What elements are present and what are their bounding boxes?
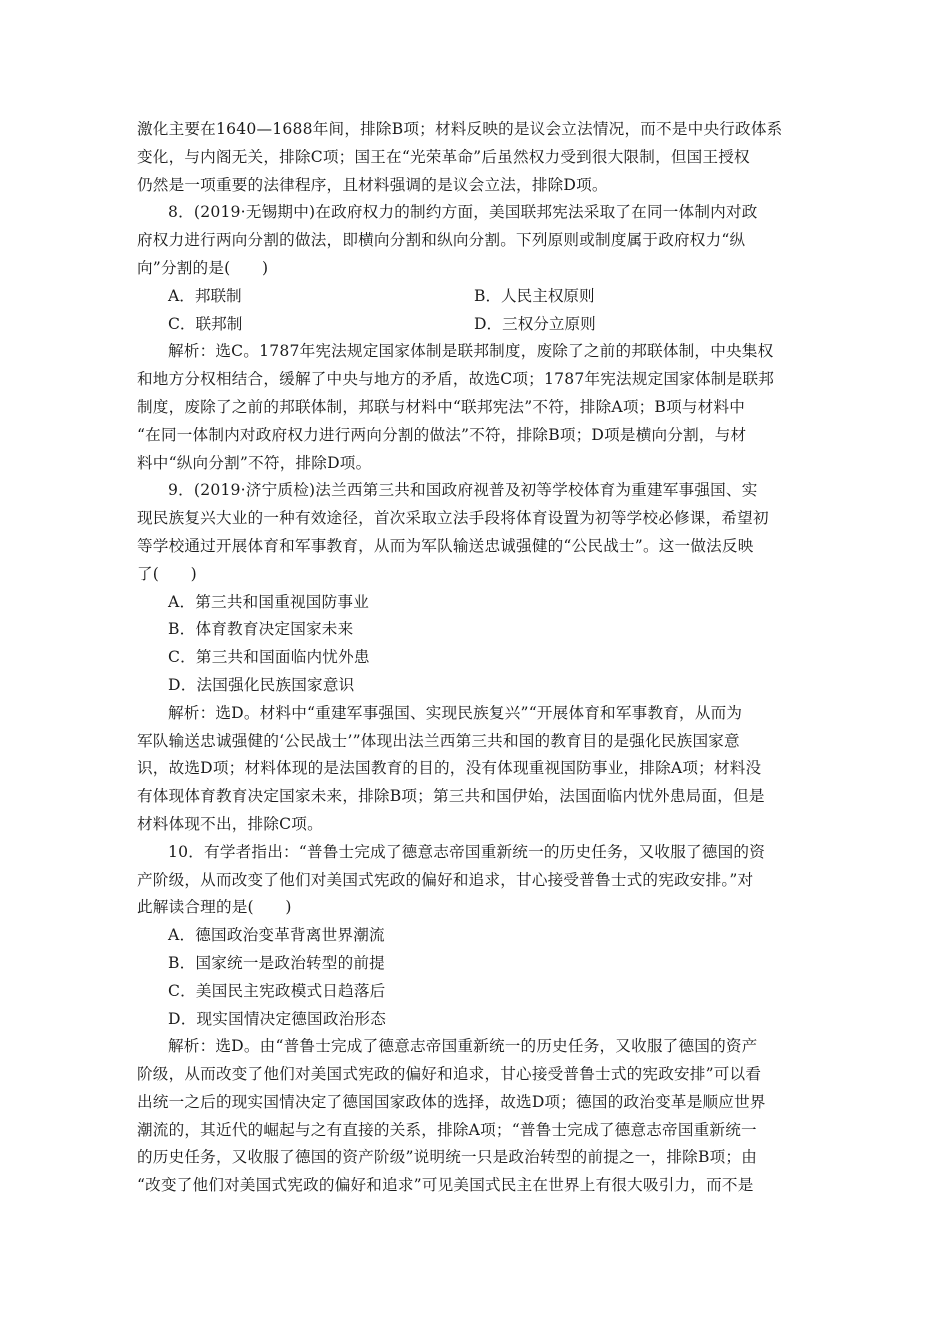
analysis-line: 解析：选D。材料中“重建军事强国、实现民族复兴”“开展体育和军事教育，从而为 (168, 703, 743, 722)
option-c: C．第三共和国面临内忧外患 (168, 648, 370, 667)
question-stem-line: 10．有学者指出：“普鲁士完成了德意志帝国重新统一的历史任务，又收服了德国的资 (168, 842, 765, 861)
document-page (137, 116, 817, 1200)
option-d: D．法国强化民族国家意识 (168, 675, 355, 694)
analysis-line: 潮流的，其近代的崛起与之有直接的关系，排除A项；“普鲁士完成了德意志帝国重新统一 (137, 1120, 757, 1139)
text-line: 变化，与内阁无关，排除C项；国王在“光荣革命”后虽然权力受到很大限制，但国王授权 (137, 147, 750, 166)
question-stem-line: 等学校通过开展体育和军事教育，从而为军队输送忠诚强健的“公民战士”。这一做法反映 (137, 536, 754, 555)
option-c: C．联邦制 (168, 314, 243, 333)
question-stem-line: 现民族复兴大业的一种有效途径，首次采取立法手段将体育设置为初等学校必修课，希望初 (137, 509, 769, 528)
text-line: 仍然是一项重要的法律程序，且材料强调的是议会立法，排除D项。 (137, 175, 608, 194)
question-stem-line: 了( ) (137, 564, 197, 583)
analysis-line: 的历史任务，又收服了德国的资产阶级”说明统一只是政治转型的前提之一，排除B项；由 (137, 1148, 757, 1167)
text-line: 激化主要在1640—1688年间，排除B项；材料反映的是议会立法情况，而不是中央行政体系 (137, 120, 783, 138)
analysis-line: 和地方分权相结合，缓解了中央与地方的矛盾，故选C项；1787年宪法规定国家体制是联邦 (137, 370, 774, 389)
analysis-line: 军队输送忠诚强健的‘公民战士’”体现出法兰西第三共和国的教育目的是强化民族国家意 (137, 731, 740, 750)
analysis-line: 制度，废除了之前的邦联体制，邦联与材料中“联邦宪法”不符，排除A项；B项与材料中 (137, 397, 746, 416)
option-a: A．德国政治变革背离世界潮流 (168, 926, 385, 945)
option-d: D．三权分立原则 (474, 314, 596, 333)
question-stem-line: 此解读合理的是( ) (137, 898, 292, 917)
question-10 (137, 839, 817, 1200)
analysis-line: 阶级，从而改变了他们对美国式宪政的偏好和追求，甘心接受普鲁士式的宪政安排”可以看 (137, 1065, 762, 1084)
question-9 (137, 477, 817, 838)
analysis-line: 解析：选D。由“普鲁士完成了德意志帝国重新统一的历史任务，又收服了德国的资产 (168, 1037, 758, 1056)
question-stem-line: 府权力进行两向分割的做法，即横向分割和纵向分割。下列原则或制度属于政府权力“纵 (137, 231, 746, 250)
option-b: B．国家统一是政治转型的前提 (168, 953, 385, 972)
analysis-line: 解析：选C。1787年宪法规定国家体制是联邦制度，废除了之前的邦联体制，中央集权 (168, 342, 774, 361)
question-stem-line: 8．(2019·无锡期中)在政府权力的制约方面，美国联邦宪法采取了在同一体制内对政 (168, 203, 758, 222)
option-row (137, 311, 817, 339)
analysis-line: 识，故选D项；材料体现的是法国教育的目的，没有体现重视国防事业，排除A项；材料没 (137, 759, 762, 778)
option-d: D．现实国情决定德国政治形态 (168, 1009, 387, 1028)
question-stem-line: 9．(2019·济宁质检)法兰西第三共和国政府视普及初等学校体育为重建军事强国、实 (168, 481, 758, 500)
analysis-line: “改变了他们对美国式宪政的偏好和追求”可见美国式民主在世界上有很大吸引力，而不是 (137, 1176, 754, 1195)
question-stem-line: 产阶级，从而改变了他们对美国式宪政的偏好和追求，甘心接受普鲁士式的宪政安排。”对 (137, 870, 754, 889)
analysis-line: “在同一体制内对政府权力进行两向分割的做法”不符，排除B项；D项是横向分割，与材 (137, 425, 747, 444)
question-stem-line: 向”分割的是( ) (137, 258, 269, 277)
analysis-line: 材料体现不出，排除C项。 (137, 814, 323, 833)
option-a: A．第三共和国重视国防事业 (168, 592, 369, 611)
option-c: C．美国民主宪政模式日趋落后 (168, 981, 386, 1000)
option-b: B．体育教育决定国家未来 (168, 620, 354, 639)
analysis-line: 有体现体育教育决定国家未来，排除B项；第三共和国伊始，法国面临内忧外患局面，但是 (137, 787, 765, 806)
option-b: B．人民主权原则 (474, 286, 595, 305)
option-a: A．邦联制 (168, 286, 242, 305)
question-8 (137, 199, 817, 477)
analysis-line: 出统一之后的现实国情决定了德国国家政体的选择，故选D项；德国的政治变革是顺应世界 (137, 1092, 766, 1111)
analysis-line: 料中“纵向分割”不符，排除D项。 (137, 453, 372, 472)
continued-analysis (137, 116, 817, 199)
option-row (137, 283, 817, 311)
